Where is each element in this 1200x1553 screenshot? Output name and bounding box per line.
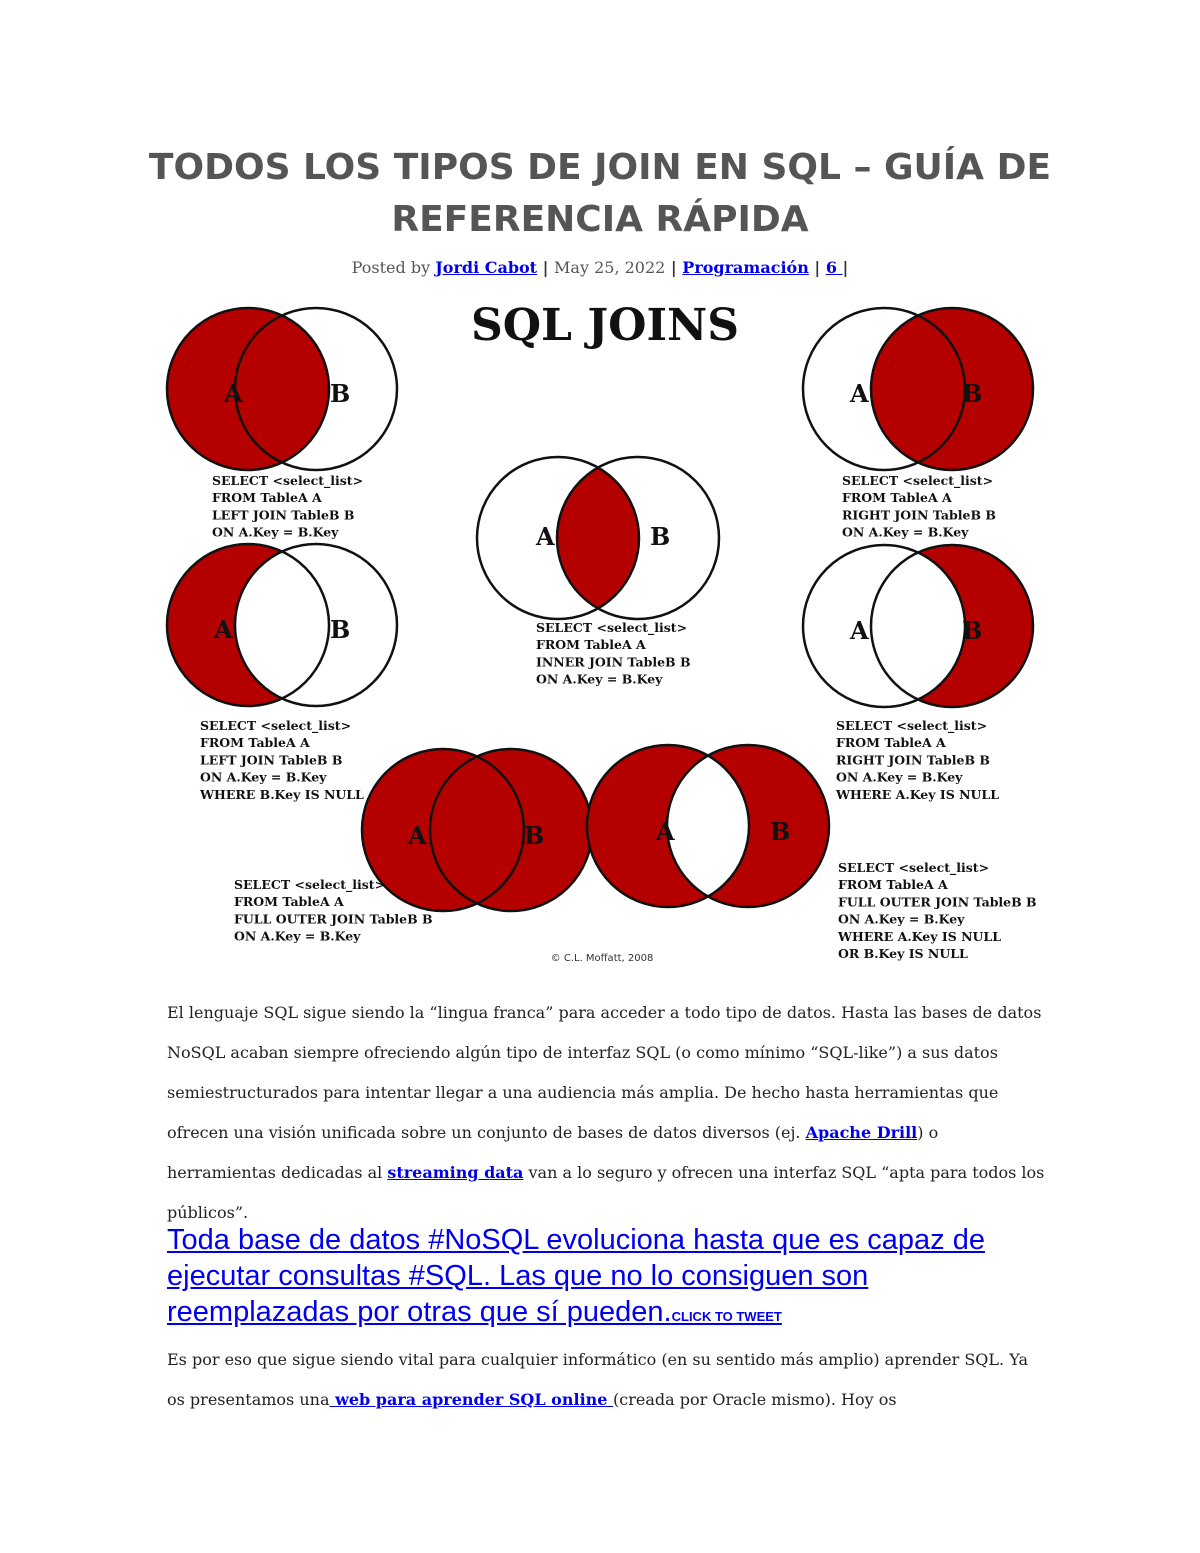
left-excluding-join-code (199, 718, 364, 802)
second-paragraph (167, 1340, 1047, 1420)
posted-by-label: Posted by (351, 258, 431, 277)
left-join-venn (167, 308, 397, 470)
meta-separator: | (808, 258, 826, 277)
apache-drill-link[interactable]: Apache Drill (805, 1123, 918, 1142)
sql-code-line: ON A.Key = B.Key (200, 769, 327, 785)
streaming-data-link[interactable]: streaming data (387, 1163, 524, 1182)
sql-code-line: INNER JOIN TableB B (536, 654, 691, 670)
article-title (100, 142, 1100, 246)
sql-code-line: LEFT JOIN TableB B (200, 752, 343, 768)
learn-sql-online-link[interactable]: web para aprender SQL online (329, 1390, 614, 1409)
sql-code-line: WHERE A.Key IS NULL (836, 786, 999, 802)
venn-label-a: A (656, 817, 675, 846)
meta-separator: | (842, 258, 849, 277)
sql-code-line: FROM TableA A (200, 735, 310, 751)
venn-label-b: B (330, 379, 351, 408)
sql-code-line: ON A.Key = B.Key (838, 911, 965, 927)
sql-code-line: SELECT <select_list> (212, 473, 364, 488)
sql-code-line: WHERE A.Key IS NULL (838, 928, 1001, 944)
venn-label-b: B (650, 522, 671, 551)
sql-code-line: FROM TableA A (836, 735, 946, 751)
sql-code-line: FROM TableA A (536, 637, 646, 653)
full-outer-excluding-join-code (837, 860, 1037, 961)
sql-code-line: FROM TableA A (234, 894, 344, 910)
click-to-tweet-quote (167, 1222, 1047, 1335)
sql-joins-svg (150, 295, 1050, 975)
tweet-quote-link[interactable] (167, 1224, 985, 1328)
sql-code-line: RIGHT JOIN TableB B (842, 507, 996, 523)
sql-code-line: FROM TableA A (842, 490, 952, 506)
sql-code-line: FROM TableA A (838, 877, 948, 893)
sql-code-line: ON A.Key = B.Key (842, 524, 969, 540)
title-line-1: TODOS LOS TIPOS DE JOIN EN SQL – GUÍA DE (148, 147, 1052, 188)
sql-code-line: RIGHT JOIN TableB B (836, 752, 990, 768)
right-excluding-join-venn (803, 545, 1033, 707)
second-text-1: Es por eso que sigue siendo vital para cualquier informático (en su sentido más amplio) aprender SQL. Ya os presentamos una (167, 1350, 1029, 1409)
sql-code-line: WHERE B.Key IS NULL (200, 786, 364, 802)
sql-joins-diagram (150, 295, 1050, 975)
sql-code-line: SELECT <select_list> (842, 473, 994, 488)
full-outer-excluding-join-venn (587, 745, 829, 907)
category-link[interactable]: Programación (682, 258, 809, 277)
sql-code-line: FROM TableA A (212, 490, 322, 506)
venn-label-b: B (962, 379, 983, 408)
right-join-code (842, 473, 996, 540)
intro-text-1: El lenguaje SQL sigue siendo la “lingua franca” para acceder a todo tipo de datos. Hasta las bases de datos NoSQL acaban siempre ofreciendo algún tipo de interfaz SQL (o como mínimo “SQL-like”) a sus datos semiestructurados para intentar llegar a una audiencia más amplia. De hecho hasta herramientas que ofrecen una visión unificada sobre un conjunto de bases de datos diversos (ej. (167, 1003, 1042, 1142)
diagram-title: SQL JOINS (470, 300, 740, 351)
right-join-venn (803, 308, 1033, 470)
sql-code-line: ON A.Key = B.Key (536, 671, 663, 687)
left-excluding-join-venn (167, 544, 397, 706)
sql-code-line: FULL OUTER JOIN TableB B (838, 894, 1037, 910)
sql-code-line: SELECT <select_list> (836, 718, 988, 733)
venn-label-b: B (524, 821, 545, 850)
sql-code-line: SELECT <select_list> (838, 860, 990, 875)
meta-separator: | (537, 258, 555, 277)
sql-code-line: ON A.Key = B.Key (234, 928, 361, 944)
right-excluding-join-code (835, 718, 999, 802)
second-text-2: (creada por Oracle mismo). Hoy os (613, 1390, 897, 1409)
left-join-code (212, 473, 363, 540)
sql-code-line: FULL OUTER JOIN TableB B (234, 911, 433, 927)
venn-label-a: A (536, 522, 555, 551)
sql-code-line: SELECT <select_list> (200, 718, 352, 733)
inner-join-venn (477, 457, 719, 619)
venn-label-a: A (224, 379, 243, 408)
intro-paragraph (167, 993, 1047, 1233)
post-meta (0, 258, 1200, 277)
click-to-tweet-label: CLICK TO TWEET (671, 1309, 782, 1324)
post-date: May 25, 2022 (554, 258, 666, 277)
sql-code-line: LEFT JOIN TableB B (212, 507, 355, 523)
venn-label-b: B (770, 817, 791, 846)
tweet-text: Toda base de datos #NoSQL evoluciona hasta que es capaz de ejecutar consultas #SQL. Las que no lo consiguen son reemplazadas por otras que sí pueden. (167, 1224, 985, 1328)
venn-label-a: A (850, 379, 869, 408)
sql-code-line: ON A.Key = B.Key (836, 769, 963, 785)
sql-code-line: SELECT <select_list> (536, 620, 688, 635)
venn-label-b: B (962, 616, 983, 645)
inner-join-code (536, 620, 691, 687)
diagram-credit: © C.L. Moffatt, 2008 (550, 953, 654, 964)
venn-label-a: A (214, 615, 233, 644)
title-line-2: REFERENCIA RÁPIDA (391, 199, 809, 240)
sql-code-line: OR B.Key IS NULL (838, 946, 968, 961)
venn-label-b: B (330, 615, 351, 644)
meta-separator: | (665, 258, 683, 277)
intro-text-2: ) o herramientas dedicadas al (167, 1123, 939, 1182)
full-outer-join-venn (362, 749, 592, 911)
venn-label-a: A (408, 821, 427, 850)
venn-label-a: A (850, 616, 869, 645)
sql-code-line: ON A.Key = B.Key (212, 524, 339, 540)
sql-code-line: SELECT <select_list> (234, 877, 386, 892)
comments-link[interactable]: 6 (825, 258, 843, 277)
author-link[interactable]: Jordi Cabot (435, 258, 538, 277)
intro-text-3: van a lo seguro y ofrecen una interfaz SQL “apta para todos los públicos”. (167, 1163, 1045, 1222)
